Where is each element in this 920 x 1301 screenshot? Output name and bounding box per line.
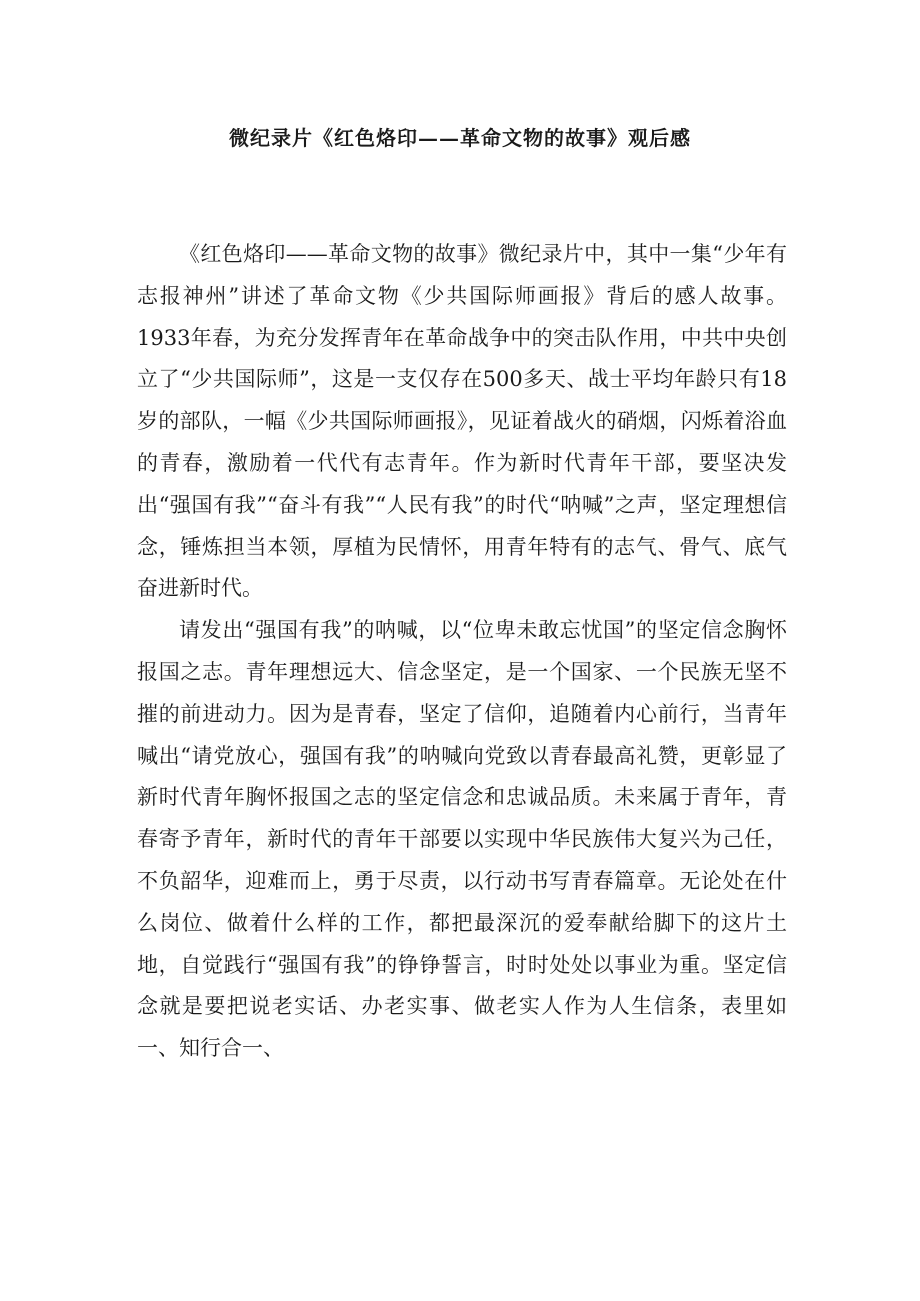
paragraph-1: 《红色烙印——革命文物的故事》微纪录片中，其中一集“少年有志报神州”讲述了革命文物《少共国际师画报》背后的感人故事。1933年春，为充分发挥青年在革命战争中的突击队作用，中共中央创立了“少共国际师”，这是一支仅存在500多天、战士平均年龄只有18岁的部队，一幅《少共国际师画报》，见证着战火的硝烟，闪烁着浴血的青春，激励着一代代有志青年。作为新时代青年干部，要坚决发出“强国有我”“奋斗有我”“人民有我”的时代“呐喊”之声，坚定理想信念，锤炼担当本领，厚植为民情怀，用青年特有的志气、骨气、底气奋进新时代。 xyxy=(137,242,787,601)
document-body xyxy=(137,234,787,1070)
paragraph-2: 请发出“强国有我”的呐喊，以“位卑未敢忘忧国”的坚定信念胸怀报国之志。青年理想远大、信念坚定，是一个国家、一个民族无坚不摧的前进动力。因为是青春，坚定了信仰，追随着内心前行，当青年喊出“请党放心，强国有我”的呐喊向党致以青春最高礼赞，更彰显了新时代青年胸怀报国之志的坚定信念和忠诚品质。未来属于青年，青春寄予青年，新时代的青年干部要以实现中华民族伟大复兴为己任，不负韶华，迎难而上，勇于尽责，以行动书写青春篇章。无论处在什么岗位、做着什么样的工作，都把最深沉的爱奉献给脚下的这片土地，自觉践行“强国有我”的铮铮誓言，时时处处以事业为重。坚定信念就是要把说老实话、办老实事、做老实人作为人生信条，表里如一、知行合一、 xyxy=(137,618,787,1061)
document-title: 微纪录片《红色烙印——革命文物的故事》观后感 xyxy=(229,126,691,150)
